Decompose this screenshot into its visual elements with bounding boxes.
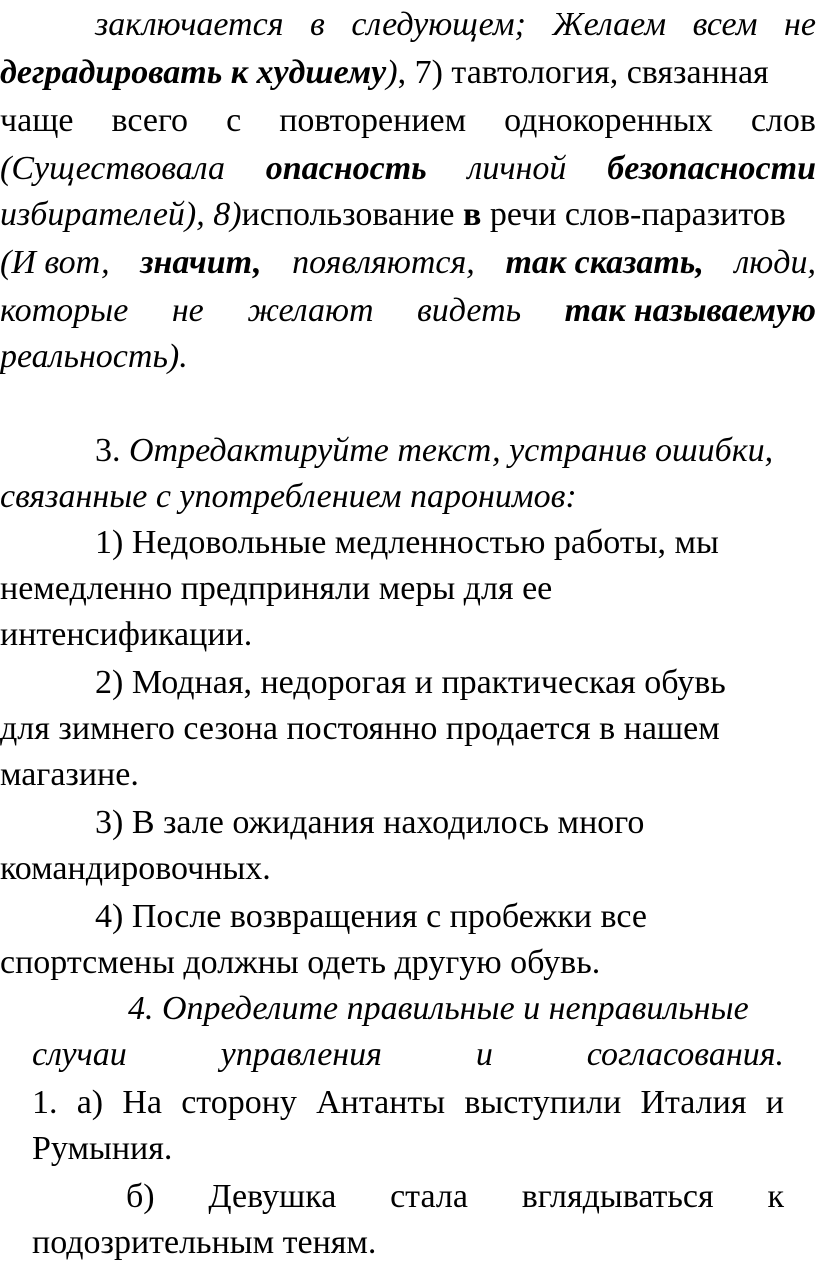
text: интенсификации. bbox=[0, 616, 253, 653]
bold-word: опасность bbox=[265, 150, 427, 187]
word: не bbox=[171, 292, 204, 329]
s3-item-line bbox=[95, 800, 816, 846]
word: сторону bbox=[181, 1084, 297, 1121]
s3-item-line bbox=[0, 940, 816, 986]
word: заключается bbox=[95, 6, 284, 43]
task-heading: 4. Определите правильные и неправильные bbox=[128, 990, 749, 1027]
word: 1. bbox=[32, 1084, 58, 1121]
word: (И вот, bbox=[0, 244, 110, 281]
word: слов bbox=[750, 102, 816, 139]
s3-item-line bbox=[95, 660, 816, 706]
word: а) bbox=[76, 1084, 104, 1121]
text: речи слов-паразитов bbox=[481, 196, 786, 233]
s2-line-3 bbox=[0, 98, 816, 144]
text: реальность). bbox=[0, 338, 188, 375]
s2-line-1 bbox=[0, 2, 816, 48]
text: 4) После возвращения с пробежки все bbox=[95, 898, 647, 935]
word: (Существовала bbox=[0, 150, 225, 187]
word: б) bbox=[126, 1178, 155, 1215]
bold-word: безопасности bbox=[607, 150, 816, 187]
text: использование bbox=[241, 196, 463, 233]
word: личной bbox=[467, 150, 567, 187]
s3-item-line bbox=[95, 520, 816, 566]
word: Антанты bbox=[316, 1084, 446, 1121]
s3-heading-line-1 bbox=[95, 428, 816, 474]
text: подозрительным теням. bbox=[32, 1224, 377, 1261]
word: вглядываться bbox=[521, 1178, 714, 1215]
word: люди, bbox=[734, 244, 816, 281]
word: следующем; bbox=[351, 6, 526, 43]
s3-item-line bbox=[0, 846, 816, 892]
s2-line-6 bbox=[0, 240, 816, 286]
text: 3) В зале ожидания находилось много bbox=[95, 804, 645, 841]
s3-heading-line-2 bbox=[0, 474, 816, 520]
text: для зимнего сезона постоянно продается в нашем bbox=[0, 710, 720, 747]
word: с bbox=[226, 102, 242, 139]
s3-item-line bbox=[0, 752, 816, 798]
word: управления bbox=[220, 1036, 382, 1073]
s2-line-8 bbox=[0, 334, 816, 380]
word: Италия bbox=[640, 1084, 747, 1121]
italic-text: избирателей), 8) bbox=[0, 196, 242, 233]
text: спортсмены должны одеть другую обувь. bbox=[0, 944, 601, 981]
word: не bbox=[784, 6, 816, 43]
word: однокоренных bbox=[504, 102, 713, 139]
text: , 7) тавтология, связанная bbox=[397, 54, 769, 91]
bold-word: так сказать, bbox=[505, 244, 704, 281]
text: командировочных. bbox=[0, 850, 271, 887]
word: согласования. bbox=[586, 1036, 784, 1073]
word: случаи bbox=[32, 1036, 127, 1073]
s3-item-line bbox=[95, 894, 816, 940]
s2-line-7 bbox=[0, 288, 816, 334]
task-heading: Отредактируйте текст, устранив ошибки, bbox=[120, 432, 774, 469]
s2-line-2 bbox=[0, 50, 816, 96]
word: всем bbox=[692, 6, 758, 43]
bold-italic-phrase: деградировать к худшему bbox=[0, 54, 387, 91]
word: к bbox=[767, 1178, 784, 1215]
s4-item1b-line-1 bbox=[126, 1174, 784, 1220]
word: чаще bbox=[0, 102, 74, 139]
word: На bbox=[122, 1084, 162, 1121]
word: и bbox=[765, 1084, 784, 1121]
task-heading: связанные с употреблением паронимов: bbox=[0, 478, 577, 515]
word: в bbox=[310, 6, 325, 43]
text: Румыния. bbox=[32, 1130, 173, 1167]
word: видеть bbox=[417, 292, 522, 329]
word: Девушка bbox=[208, 1178, 337, 1215]
paren: ) bbox=[386, 54, 398, 91]
bold-word: так называемую bbox=[564, 292, 816, 329]
s4-item1-line-2 bbox=[32, 1126, 784, 1172]
word: и bbox=[475, 1036, 493, 1073]
s2-line-4 bbox=[0, 146, 816, 192]
text: 1) Недовольные медленностью работы, мы bbox=[95, 524, 719, 561]
s4-item1b-line-2 bbox=[32, 1220, 784, 1266]
bold-letter: в bbox=[463, 196, 482, 233]
text: немедленно предприняли меры для ее bbox=[0, 570, 553, 607]
s3-item-line bbox=[0, 566, 816, 612]
s2-line-5 bbox=[0, 192, 816, 238]
word: появляются, bbox=[292, 244, 475, 281]
text: 2) Модная, недорогая и практическая обувь bbox=[95, 664, 726, 701]
word: всего bbox=[111, 102, 189, 139]
word: стала bbox=[390, 1178, 468, 1215]
word: Желаем bbox=[552, 6, 667, 43]
task-number: 3. bbox=[95, 432, 121, 469]
bold-word: значит, bbox=[140, 244, 262, 281]
s4-heading-line-1 bbox=[128, 986, 816, 1032]
s3-item-line bbox=[0, 612, 816, 658]
s3-item-line bbox=[0, 706, 816, 752]
word: которые bbox=[0, 292, 129, 329]
word: желают bbox=[247, 292, 374, 329]
s4-heading-line-2 bbox=[32, 1032, 784, 1078]
word: выступили bbox=[464, 1084, 622, 1121]
text: магазине. bbox=[0, 756, 139, 793]
word: повторением bbox=[279, 102, 467, 139]
s4-item1-line-1 bbox=[32, 1080, 784, 1126]
